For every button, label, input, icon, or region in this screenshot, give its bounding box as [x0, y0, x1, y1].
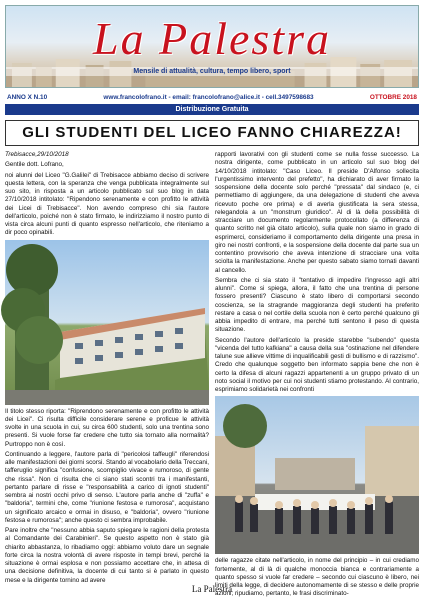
newspaper-subtitle: Mensile di attualità, cultura, tempo libero, sport: [6, 67, 418, 76]
article-column-right: [215, 151, 419, 598]
masthead: [5, 5, 419, 88]
article-paragraph: Continuando a leggere, l'autore parla di "pericolosi taffeugli" riferendosi alle manifestazioni dei giorni scorsi. Stando al vocabolario della Treccani, tafferuglio significa "confusione, scompiglio vivace e rumoroso, di gente che rissa". Non ci risulta che ci siano stati scontri tra i manifestanti, pertanto parlare di risse e "responsabilità a carico di ignoti studenti" sembra ai nostri occhi privo di senso. L'autore parla anche di "zuffa" e "baldoria", termini che, come "riunione festosa e rumorosa", acquistano un significato arcaico e ormai in disuso, e "baldoria", ovvero "riunione festosa e rumorosa"; anche questo ci sembra improbabile.: [5, 450, 209, 524]
info-bar: [5, 92, 419, 103]
article-paragraph: Sembra che ci sia stato il "tentativo di impedire l'ingresso agli altri alunni". Come si spiega, allora, il fatto che una trentina di persone fossero presenti? Ciascuno è stato libero di comportarsi secondo coscienza, se la stragrande maggioranza degli studenti ha preferito restare a casa o nel cortile della scuola non è certo perché qualcuno gli abbia impedito di entrare, ma perché tutti sentono il peso di questa situazione.: [215, 276, 419, 334]
article-paragraph: noi alunni del Liceo "G.Galilei" di Trebisacce abbiamo deciso di scrivere questa lettera, con la speranza che venga pubblicata integralmente sul suo sito, in risposta a un articolo pubblicato sul suo blog in data 27/10/2018 intitolato: "Ripendono serenamente e con profitto le attività dei Licei di Trebisacce". Non avendo compreso chi sia l'autore dell'articolo, poiché non è stato firmato, le indirizziamo il nostro punto di vista circa alcuni punti di quanto espresso nell'articolo, che riteniamo a dir poco opinabili.: [5, 171, 209, 237]
newspaper-title: La Palestra: [93, 13, 331, 64]
distribution-banner: Distribuzione Gratuita: [5, 104, 419, 115]
student-protest-photo: [215, 396, 419, 554]
article-column-left: [5, 151, 209, 584]
article-paragraph: Pare inoltre che "nessuno abbia saputo spiegare le ragioni della protesta al Comandante dei Carabinieri". Se questo aspetto non è stato già chiarito abbastanza, lo ribadiamo oggi: abbiamo voluto dare un segnale forte circa la nostra volontà di avere risposte in tempi brevi, perché la situazione è ormai esplosa e non possiamo accettare che, in attesa di una decisione definitiva, la docente di cui tanto si è parlato in questo mese e la dirigente tornino ad avere: [5, 527, 209, 584]
contact-info[interactable]: www.francolofrano.it - email: francolofrano@alice.it - cell.3497598683: [103, 94, 314, 101]
article-paragraph: Il titolo stesso riporta: "Riprendono serenamente e con profitto le attività dei Licei". Ci risulta difficile considerare serene e proficue le attività svolte in una scuola in cui, su circa 600 studenti, solo una trentina sono presenti. Si vuole forse far credere che tutto sia tornato alla normalità? Purtroppo non è così.: [5, 407, 209, 448]
school-building-photo: [5, 240, 209, 405]
article-paragraph: delle ragazze citate nell'articolo, in nome del principio – in cui crediamo fortemente, al di là di qualche monoccia bianca e contrariamente a quanto spesso si vuole far credere – secondo cui ciascuno è libero, nei limiti della legge, di decidere autonomamente di se stesso e delle proprie azioni; ripudiamo, pertanto, le frasi discriminato-: [215, 557, 419, 598]
article-paragraph: rapporti lavorativi con gli studenti come se nulla fosse successo. La nostra dirigente, come pubblicato in un articolo sul suo blog del 14/10/2018 intitolato: "Caso Liceo. Il preside D'Alfonso sollecita l'urgentissimo intervento del prefetto", ha dichiarato di aver firmato la sospensione della docente solo perché "pressata" dal sindaco (e, ci permettiamo di aggiungere, da una delegazione di studenti che aveva ricevuto poche ore prima) e di averla giustificata la sera stessa, relegandola a un "monstrum giuridico". Al di là della possibilità di stracciare un documento regolarmente protocollato (a differenza di quanto scritto nel già citato articolo), sulla quale non siamo in grado di esprimerci, consideriamo il comportamento della dirigente una presa in giro nei nostri confronti, e la sospensione della docente dal parte sua un contentino provvisorio che aveva intenzione di stracciare una volta sciolta la manifestazione. Anche per questo sabato siamo tornati davanti al cancello.: [215, 151, 419, 274]
issue-number: ANNO X N.10: [7, 94, 48, 101]
article-paragraph: Secondo l'autore dell'articolo la preside starebbe "subendo" questa "vicenda del tutto kafkiana" a causa della sua "ostinazione nel difendere talune sue allieve vittime di inqualificabili gesti di bullismo e di razzismo". Credo che qualunque soggetto ben informato sappia bene che non è certo la difesa di alcuni ragazzi appartenenti a un gruppo privato di un noto social il motivo per cui noi studenti stiamo protestando. Al contrario, esprimiamo solidarietà nei confronti: [215, 336, 419, 393]
page-footer: La Palestra: [191, 584, 233, 594]
issue-date: OTTOBRE 2018: [369, 94, 417, 101]
article-headline: GLI STUDENTI DEL LICEO FANNO CHIAREZZA!: [5, 120, 419, 146]
article-greeting: Gentile dott. Lofrano,: [5, 161, 64, 169]
article-dateline: Trebisacce,29/10/2018: [5, 151, 69, 158]
